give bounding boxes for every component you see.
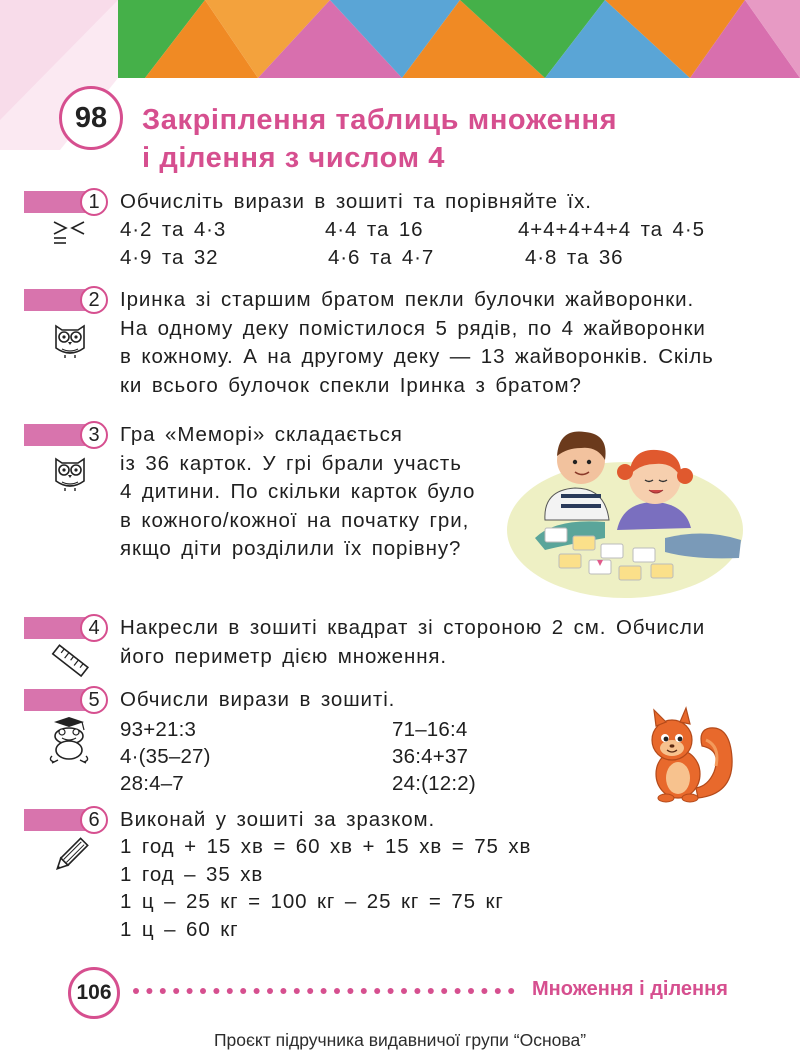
task-6-lines: [120, 833, 531, 943]
expression: 4·(35–27): [120, 745, 211, 768]
task-number: 6: [80, 806, 108, 834]
project-note: Проєкт підручника видавничої групи “Основа”: [213, 1030, 587, 1050]
divider-dot: [347, 988, 353, 994]
divider-dot: [227, 988, 233, 994]
compare-icon: [52, 218, 88, 246]
text-line: 1 ц – 25 кг = 100 кг – 25 кг = 75 кг: [120, 890, 504, 913]
task-number: 4: [80, 614, 108, 642]
divider-dot: [401, 988, 407, 994]
task-6-text: Виконай у зошиті за зразком.: [120, 808, 436, 831]
owl-icon: [50, 451, 90, 491]
divider-dot: [374, 988, 380, 994]
expression: 4·4 та 16: [325, 218, 424, 241]
divider-dot: [294, 988, 300, 994]
text-line: 1 ц – 60 кг: [120, 917, 239, 941]
section-label: Множення і ділення: [532, 978, 728, 1000]
text-line: Іринка зі старшим братом пекли булочки жайворонки.: [120, 288, 695, 311]
divider-dot: [495, 988, 501, 994]
expression: 28:4–7: [120, 772, 184, 795]
text-line: 1 год – 35 хв: [120, 862, 264, 886]
text-line: Гра «Меморі» складається: [120, 423, 403, 446]
task-5-text: Обчисли вирази в зошиті.: [120, 688, 396, 711]
divider-dot: [160, 988, 166, 994]
dotted-divider: [130, 984, 520, 998]
expression: 4·6 та 4·7: [328, 246, 435, 269]
frog-graduate-icon: [44, 716, 94, 764]
expression: 24:(12:2): [392, 772, 476, 795]
task-number: 2: [80, 286, 108, 314]
divider-dot: [187, 988, 193, 994]
expression: 93+21:3: [120, 718, 197, 741]
divider-dot: [361, 988, 367, 994]
children-playing-memory-icon: [505, 410, 745, 600]
divider-dot: [213, 988, 219, 994]
lesson-title-line2: і ділення з числом 4: [142, 142, 446, 174]
text-line: На одному деку помістилося 5 рядів, по 4 жайворонки: [120, 316, 706, 340]
divider-dot: [146, 988, 152, 994]
lesson-title: [142, 101, 617, 177]
owl-icon: [50, 318, 90, 358]
divider-dot: [200, 988, 206, 994]
expression: 4·2 та 4·3: [120, 218, 227, 241]
divider-dot: [307, 988, 313, 994]
task-1-text: Обчисліть вирази в зошиті та порівняйте їх.: [120, 190, 592, 213]
ruler-icon: [50, 643, 90, 679]
divider-dot: [254, 988, 260, 994]
text-line: 4 дитини. По скільки карток було: [120, 480, 476, 503]
expression: 71–16:4: [392, 718, 468, 741]
divider-dot: [267, 988, 273, 994]
task-number: 3: [80, 421, 108, 449]
task-2-text: [120, 286, 740, 400]
lesson-number: 98: [59, 86, 123, 150]
divider-dot: [428, 988, 434, 994]
expression: 4·8 та 36: [525, 246, 624, 269]
text-line: із 36 карток. У грі брали участь: [120, 451, 462, 475]
divider-dot: [334, 988, 340, 994]
task-4-text: [120, 614, 740, 671]
divider-dot: [280, 988, 286, 994]
divider-dot: [388, 988, 394, 994]
text-line: в кожному. А на другому деку — 13 жайворонків. Скіль: [120, 345, 714, 368]
divider-dot: [414, 988, 420, 994]
text-line: якщо діти розділили їх порівну?: [120, 537, 462, 560]
expression: 4+4+4+4+4 та 4·5: [518, 218, 705, 241]
divider-dot: [173, 988, 179, 994]
divider-dot: [321, 988, 327, 994]
divider-dot: [481, 988, 487, 994]
expression: 4·9 та 32: [120, 246, 219, 269]
text-line: його периметр дією множення.: [120, 644, 448, 668]
task-number: 1: [80, 188, 108, 216]
expression: 36:4+37: [392, 745, 469, 768]
pencil-icon: [50, 836, 90, 876]
text-line: Накресли в зошиті квадрат зі стороною 2 см. Обчисли: [120, 616, 706, 639]
text-line: в кожного/кожної на початку гри,: [120, 508, 470, 532]
text-line: ки всього булочок спекли Іринка з братом?: [120, 373, 582, 397]
text-line: 1 год + 15 хв = 60 хв + 15 хв = 75 хв: [120, 835, 532, 858]
divider-dot: [455, 988, 461, 994]
divider-dot: [441, 988, 447, 994]
divider-dot: [508, 988, 514, 994]
page-number: 106: [68, 967, 120, 1019]
squirrel-icon: [636, 706, 736, 806]
task-3-text: [120, 421, 500, 564]
divider-dot: [240, 988, 246, 994]
task-number: 5: [80, 686, 108, 714]
divider-dot: [133, 988, 139, 994]
divider-dot: [468, 988, 474, 994]
lesson-title-line1: Закріплення таблиць множення: [142, 104, 618, 136]
